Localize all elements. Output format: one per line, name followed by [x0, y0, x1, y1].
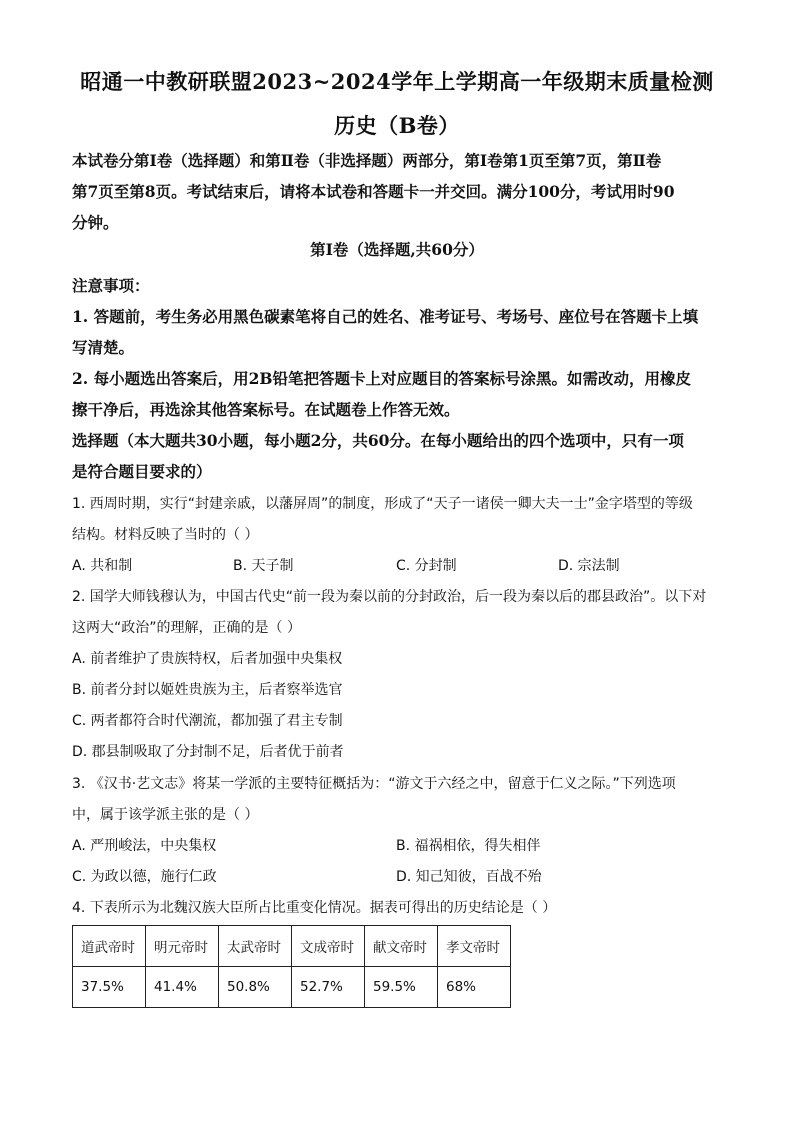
table-header-row	[73, 926, 511, 967]
notice-line: 擦干净后，再选涂其他答案标号。在试题卷上作答无效。	[72, 400, 460, 419]
selection-line: 选择题（本大题共30小题，每小题2分，共60分。在每小题给出的四个选项中，只有一项	[72, 431, 684, 450]
notice-line: 2. 每小题选出答案后，用2B铅笔把答题卡上对应题目的答案标号涂黑。如需改动，用橡皮	[72, 369, 691, 388]
option-a[interactable]: A. 前者维护了贵族特权，后者加强中央集权	[72, 651, 343, 667]
question-line: 结构。材料反映了当时的（ ）	[72, 527, 259, 543]
option-b[interactable]: B. 天子制	[233, 558, 294, 574]
question-line: 中，属于该学派主张的是（ ）	[72, 807, 259, 823]
table-header-cell: 太武帝时	[219, 926, 292, 967]
question-1	[72, 489, 722, 551]
question-line: 这两大“政治”的理解，正确的是（ ）	[72, 620, 301, 636]
question-line: 1. 西周时期，实行“封建亲戚，以藩屏周”的制度，形成了“天子一诸侯一卿大夫一士”金字塔型的等级	[72, 496, 693, 512]
question-line: 2. 国学大师钱穆认为，中国古代史“前一段为秦以前的分封政治，后一段为秦以后的郡县政治”。以下对	[72, 589, 707, 605]
selection-line: 是符合题目要求的）	[72, 462, 212, 481]
question-2	[72, 582, 722, 644]
question-3	[72, 769, 722, 831]
table-cell: 50.8%	[219, 967, 292, 1008]
table-cell: 68%	[438, 967, 511, 1008]
selection-instructions	[72, 425, 722, 487]
table-row	[73, 967, 511, 1008]
notice-item-1	[72, 301, 722, 363]
intro-line: 本试卷分第Ⅰ卷（选择题）和第Ⅱ卷（非选择题）两部分，第Ⅰ卷第1页至第7页，第Ⅱ卷	[72, 151, 662, 170]
question-line: 3. 《汉书·艺文志》将某一学派的主要特征概括为：“游文于六经之中，留意于仁义之际。”下列选项	[72, 776, 676, 792]
table-cell: 41.4%	[146, 967, 219, 1008]
data-table	[72, 925, 511, 1008]
table-header-cell: 献文帝时	[365, 926, 438, 967]
notice-line: 写清楚。	[72, 338, 135, 357]
intro-line: 第7页至第8页。考试结束后，请将本试卷和答题卡一并交回。满分100分，考试用时90	[72, 182, 675, 201]
option-c[interactable]: C. 分封制	[396, 558, 457, 574]
option-d[interactable]: D. 知己知彼，百战不殆	[396, 869, 542, 885]
option-d[interactable]: D. 郡县制吸取了分封制不足，后者优于前者	[72, 744, 344, 760]
table-cell: 37.5%	[73, 967, 146, 1008]
table-header-cell: 明元帝时	[146, 926, 219, 967]
notice-item-2	[72, 363, 722, 425]
intro-line: 分钟。	[72, 213, 119, 232]
exam-title: 昭通一中教研联盟2023~2024学年上学期高一年级期末质量检测	[80, 69, 714, 94]
table-cell: 59.5%	[365, 967, 438, 1008]
option-b[interactable]: B. 前者分封以姬姓贵族为主，后者察举选官	[72, 682, 343, 698]
option-b[interactable]: B. 福祸相依，得失相伴	[396, 838, 541, 854]
option-a[interactable]: A. 共和制	[72, 558, 133, 574]
notice-line: 1. 答题前，考生务必用黑色碳素笔将自己的姓名、准考证号、考场号、座位号在答题卡上填	[72, 307, 699, 326]
exam-intro	[72, 145, 722, 238]
table-header-cell: 孝文帝时	[438, 926, 511, 967]
exam-subtitle: 历史（B卷）	[334, 113, 460, 138]
option-a[interactable]: A. 严刑峻法，中央集权	[72, 838, 217, 854]
question-1-options	[72, 551, 722, 582]
option-d[interactable]: D. 宗法制	[558, 558, 620, 574]
section-title: 第Ⅰ卷（选择题,共60分）	[310, 240, 484, 259]
notice-heading: 注意事项：	[72, 276, 150, 295]
question-4: 4. 下表所示为北魏汉族大臣所占比重变化情况。据表可得出的历史结论是（ ）	[72, 900, 557, 916]
table-header-cell: 道武帝时	[73, 926, 146, 967]
option-c[interactable]: C. 为政以德，施行仁政	[72, 869, 217, 885]
table-cell: 52.7%	[292, 967, 365, 1008]
option-c[interactable]: C. 两者都符合时代潮流，都加强了君主专制	[72, 713, 343, 729]
table-header-cell: 文成帝时	[292, 926, 365, 967]
